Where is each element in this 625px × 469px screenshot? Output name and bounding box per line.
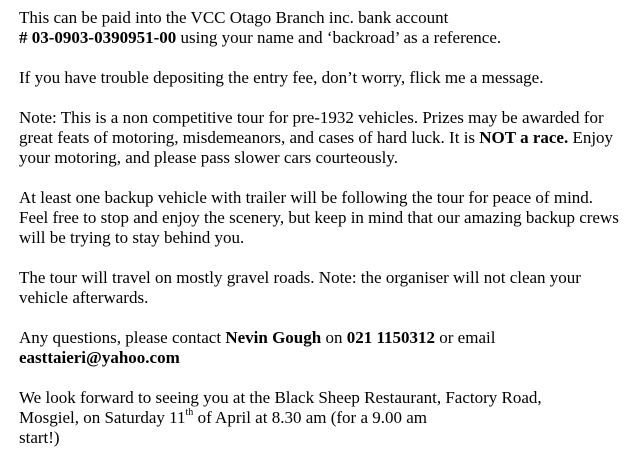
- ordinal-suffix: th: [185, 407, 194, 419]
- account-number: # 03-0903-0390951-00: [19, 28, 177, 47]
- closing-paragraph: [19, 388, 619, 448]
- contact-name: Nevin Gough: [225, 328, 322, 347]
- bank-line-2: [19, 28, 619, 48]
- contact-text-2: on: [321, 328, 347, 347]
- document-body: [19, 8, 619, 468]
- contact-text-1: Any questions, please contact: [19, 328, 226, 347]
- note-text-1: Note: This is a non competitive tour for pre-1932 vehicles. Prizes may be awarded for great feats of motoring, misdemeanors, and cases of hard luck. It is: [19, 108, 604, 147]
- closing-line-1: We look forward to seeing you at the Black Sheep Restaurant, Factory Road,: [19, 388, 542, 407]
- closing-date-text: Mosgiel, on Saturday 11: [19, 408, 186, 427]
- bank-paragraph: [19, 8, 619, 48]
- contact-email: easttaieri@yahoo.com: [19, 348, 180, 367]
- trouble-paragraph: If you have trouble depositing the entry fee, don’t worry, flick me a message.: [19, 68, 544, 87]
- contact-line-1: [19, 328, 619, 348]
- roads-paragraph: The tour will travel on mostly gravel roads. Note: the organiser will not clean your vehicle afterwards.: [19, 268, 581, 307]
- contact-paragraph: [19, 328, 619, 368]
- bank-line-1: This can be paid into the VCC Otago Branch inc. bank account: [19, 8, 449, 27]
- note-paragraph: [19, 108, 619, 168]
- reference-instruction: using your name and ‘backroad’ as a reference.: [176, 28, 502, 47]
- closing-time-text: of April at 8.30 am (for a 9.00 am: [193, 408, 428, 427]
- contact-phone: 021 1150312: [346, 328, 436, 347]
- not-a-race-emphasis: NOT a race.: [479, 128, 569, 147]
- closing-line-3: start!): [19, 428, 60, 447]
- backup-paragraph: At least one backup vehicle with trailer will be following the tour for peace of mind. Feel free to stop and enjoy the scenery, but keep in mind that our amazing backup crews will be trying to stay behind you.: [19, 188, 619, 247]
- contact-text-3: or email: [435, 328, 496, 347]
- closing-line-2: [19, 408, 619, 428]
- note-text-2: Enjoy your motoring, and please pass slower cars courteously.: [19, 128, 614, 167]
